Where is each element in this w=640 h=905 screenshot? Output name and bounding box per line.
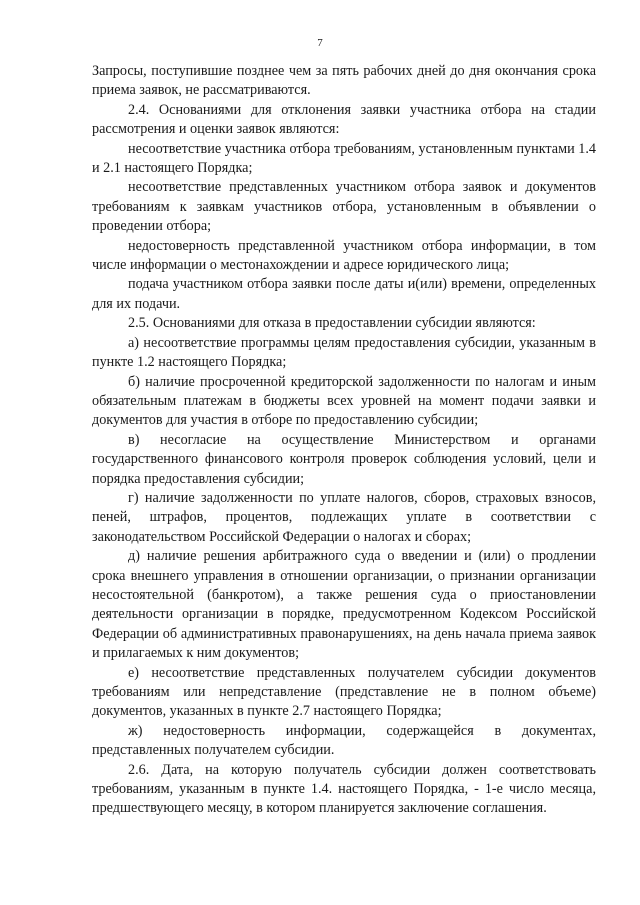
- paragraph: несоответствие участника отбора требованиям, установленным пунктами 1.4 и 2.1 настоящего Порядка;: [92, 140, 596, 177]
- paragraph: недостоверность представленной участником отбора информации, в том числе информации о местонахождении и адресе юридического лица;: [92, 237, 596, 274]
- paragraph: несоответствие представленных участником отбора заявок и документов требованиям к заявкам участников отбора, установленным в объявлении о проведении отбора;: [92, 179, 596, 235]
- paragraph: в) несогласие на осуществление Министерством и органами государственного финансового контроля проверок соблюдения условий, цели и порядка предоставления субсидии;: [92, 431, 596, 487]
- paragraph: 2.5. Основаниями для отказа в предоставлении субсидии являются:: [128, 315, 536, 332]
- paragraph: 2.4. Основаниями для отклонения заявки участника отбора на стадии рассмотрения и оценки заявок являются:: [92, 101, 596, 138]
- paragraph: подача участником отбора заявки после даты и(или) времени, определенных для их подачи.: [92, 276, 596, 312]
- paragraph: а) несоответствие программы целям предоставления субсидии, указанным в пункте 1.2 настоящего Порядка;: [92, 334, 596, 371]
- paragraph: ж) недостоверность информации, содержащейся в документах, представленных получателем субсидии.: [92, 722, 596, 759]
- paragraph: г) наличие задолженности по уплате налогов, сборов, страховых взносов, пеней, штрафов, процентов, подлежащих уплате в соответствии с законодательством Российской Федерации о налогах и сборах;: [92, 489, 596, 545]
- paragraph: е) несоответствие представленных получателем субсидии документов требованиям или непредставление (представление не в полном объеме) документов, указанных в пункте 2.7 настоящего Порядка;: [92, 664, 596, 720]
- page-number: 7: [317, 37, 323, 49]
- document-body: [92, 62, 596, 819]
- paragraph: д) наличие решения арбитражного суда о введении и (или) о продлении срока внешнего управления в отношении организации, о признании организации несостоятельной (банкротом), а также решения суда о приостановлении деятельности организации в порядке, предусмотренном Кодексом Российской Федерации об административных правонарушениях, на день начала приема заявок и прилагаемых к ним документов;: [92, 548, 596, 662]
- paragraph: б) наличие просроченной кредиторской задолженности по налогам и иным обязательным платежам в бюджеты всех уровней на момент подачи заявки и документов для участия в отборе по предоставлению субсидии;: [92, 373, 596, 429]
- paragraph: 2.6. Дата, на которую получатель субсидии должен соответствовать требованиям, указанным в пункте 1.4. настоящего Порядка, - 1-е число месяца, предшествующего месяцу, в котором планируется заключение соглашения.: [92, 761, 596, 817]
- paragraph: Запросы, поступившие позднее чем за пять рабочих дней до дня окончания срока приема заявок, не рассматриваются.: [92, 63, 596, 99]
